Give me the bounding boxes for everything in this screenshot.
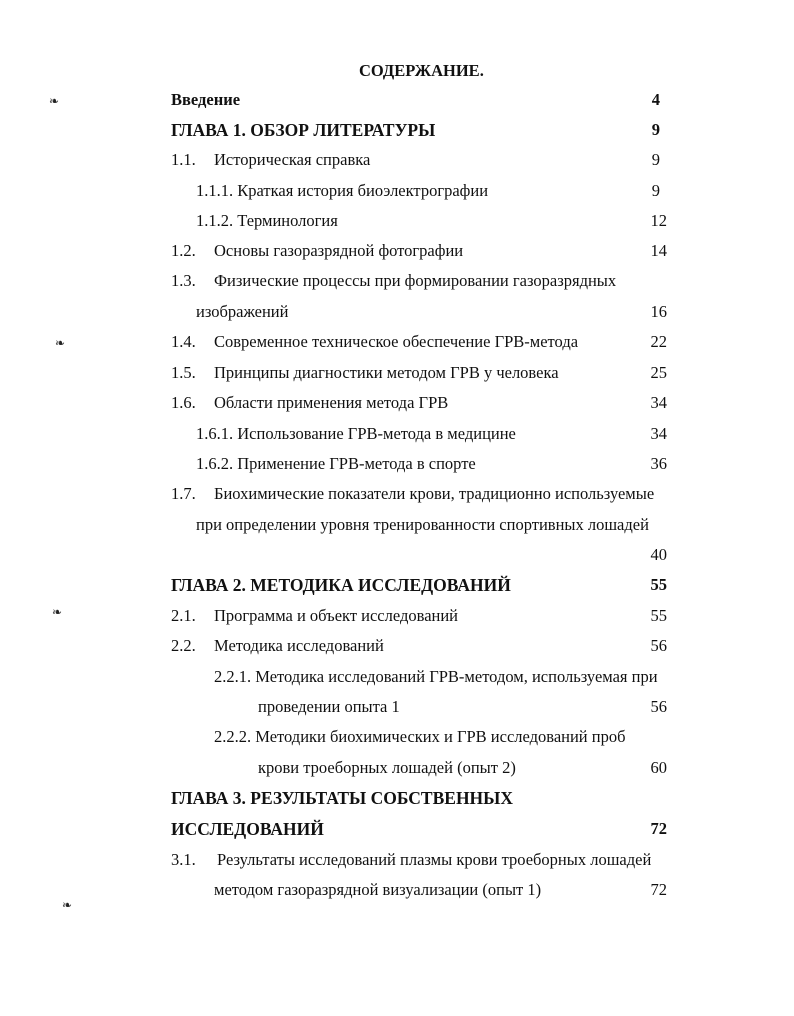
toc-entry-num: 1.5. [171, 363, 196, 382]
toc-entry-page: 4 [651, 90, 660, 109]
toc-entry-label: Историческая справка [214, 150, 371, 169]
toc-entry-page: 12 [650, 211, 667, 230]
toc-entry-page: 34 [650, 393, 667, 412]
toc-entry-label: Основы газоразрядной фотографии [214, 241, 464, 260]
toc-entry-num: 1.6. [171, 393, 196, 412]
toc-entry-page: 55 [650, 575, 667, 594]
toc-entry-num: 1.4. [171, 332, 196, 351]
margin-mark-4: ❧ [62, 898, 73, 912]
toc-entry-num: 2.1. [171, 606, 196, 625]
toc-entry-label: Области применения метода ГРВ [214, 393, 449, 412]
toc-entry-page: 60 [650, 758, 667, 777]
page-title: СОДЕРЖАНИЕ. [359, 61, 484, 80]
toc-entry-num: 1.2. [171, 241, 196, 260]
toc-entry-page: 56 [650, 697, 667, 716]
toc-entry-page: 55 [650, 606, 667, 625]
toc-entry-page: 9 [651, 120, 660, 139]
margin-mark-1: ❧ [49, 94, 60, 108]
toc-entry-label: Физические процессы при формировании газоразрядных [214, 271, 617, 290]
toc-entry-label: 1.1.1. Краткая история биоэлектрографии [196, 181, 489, 200]
toc-entry-continuation: проведении опыта 1 [258, 697, 400, 716]
toc-chapter-label: ГЛАВА 1. ОБЗОР ЛИТЕРАТУРЫ [171, 120, 436, 140]
margin-mark-3: ❧ [52, 605, 63, 619]
toc-entry-page: 56 [650, 636, 667, 655]
toc-entry-page: 16 [650, 302, 667, 321]
toc-entry-num: 1.7. [171, 484, 196, 503]
toc-chapter-label: ГЛАВА 2. МЕТОДИКА ИССЛЕДОВАНИЙ [171, 575, 511, 595]
toc-entry-page: 14 [650, 241, 667, 260]
toc-entry-page: 25 [650, 363, 667, 382]
toc-entry-page: 40 [650, 545, 667, 564]
toc-entry-page: 34 [650, 424, 667, 443]
toc-entry-label: Принципы диагностики методом ГРВ у человека [214, 363, 559, 382]
toc-entry-num: 1.1. [171, 150, 196, 169]
toc-entry-num: 1.3. [171, 271, 196, 290]
toc-entry-continuation: крови троеборных лошадей (опыт 2) [258, 758, 516, 777]
toc-entry-page: 72 [650, 880, 667, 899]
toc-entry-label: Биохимические показатели крови, традиционно используемые [214, 484, 655, 503]
toc-entry-label: Результаты исследований плазмы крови троеборных лошадей [217, 850, 652, 869]
toc-chapter-continuation: ИССЛЕДОВАНИЙ [171, 819, 324, 839]
toc-entry-label: 1.1.2. Терминология [196, 211, 338, 230]
toc-entry-page: 36 [650, 454, 667, 473]
toc-entry-continuation: изображений [196, 302, 289, 321]
toc-entry-label: 2.2.2. Методики биохимических и ГРВ исследований проб [214, 727, 626, 746]
toc-entry-page: 9 [651, 150, 660, 169]
toc-entry-label: 1.6.2. Применение ГРВ-метода в спорте [196, 454, 476, 473]
toc-entry-label: Современное техническое обеспечение ГРВ-метода [214, 332, 579, 351]
toc-entry-label: 2.2.1. Методика исследований ГРВ-методом, используемая при [214, 667, 658, 686]
toc-entry-page: 22 [650, 332, 667, 351]
toc-entry-label: Программа и объект исследований [214, 606, 459, 625]
toc-entry-page: 72 [650, 819, 667, 838]
toc-chapter-label: ГЛАВА 3. РЕЗУЛЬТАТЫ СОБСТВЕННЫХ [171, 788, 513, 808]
toc-entry-label: Методика исследований [214, 636, 384, 655]
toc-entry-page: 9 [651, 181, 660, 200]
toc-entry-num: 3.1. [171, 850, 196, 869]
toc-entry-num: 2.2. [171, 636, 196, 655]
toc-entry-label: Введение [171, 90, 241, 109]
toc-entry-label: 1.6.1. Использование ГРВ-метода в медицине [196, 424, 516, 443]
margin-mark-2: ❧ [55, 336, 66, 350]
toc-entry-continuation: при определении уровня тренированности спортивных лошадей [196, 515, 649, 534]
toc-entry-continuation: методом газоразрядной визуализации (опыт 1) [214, 880, 542, 899]
